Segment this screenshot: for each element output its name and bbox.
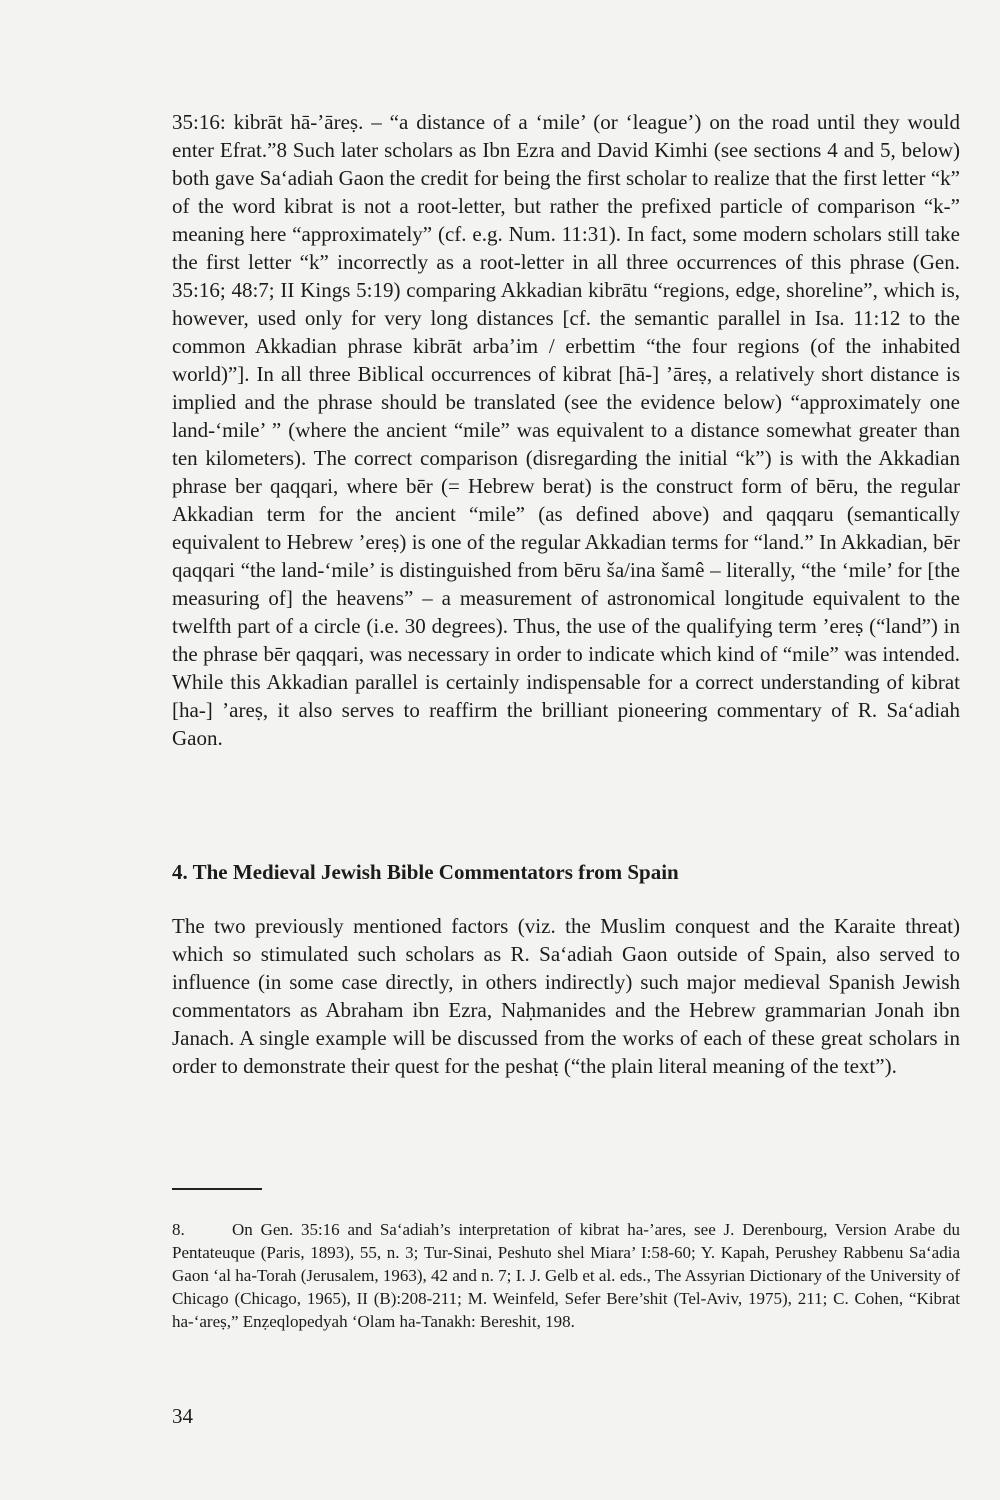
footnote xyxy=(172,1218,960,1333)
section-paragraph: The two previously mentioned factors (viz. the Muslim conquest and the Karaite threat) which so stimulated such scholars as R. Sa‘adiah Gaon outside of Spain, also served to influence (in some case directly, in others indirectly) such major medieval Spanish Jewish commentators as Abraham ibn Ezra, Naḥmanides and the Hebrew grammarian Jonah ibn Janach. A single example will be discussed from the works of each of these great scholars in order to demonstrate their quest for the peshaṭ (“the plain literal meaning of the text”). xyxy=(172,914,960,1078)
section-heading: 4. The Medieval Jewish Bible Commentators from Spain xyxy=(172,860,679,884)
footnote-text: On Gen. 35:16 and Sa‘adiah’s interpretation of kibrat ha-’ares, see J. Derenbourg, Version Arabe du Pentateuque (Paris, 1893), 55, n. 3; Tur-Sinai, Peshuto shel Miara’ I:58-60; Y. Kapah, Perushey Rabbenu Sa‘adia Gaon ‘al ha-Torah (Jerusalem, 1963), 42 and n. 7; I. J. Gelb et al. eds., The Assyrian Dictionary of the University of Chicago (Chicago, 1965), II (B):208-211; M. Weinfeld, Sefer Bere’shit (Tel-Aviv, 1975), 211; C. Cohen, “Kibrat ha-‘areṣ,” Enẓeqlopedyah ‘Olam ha-Tanakh: Bereshit, 198. xyxy=(172,1220,960,1331)
footnote-separator xyxy=(172,1188,262,1190)
page-number: 34 xyxy=(172,1404,193,1428)
footnote-number: 8. xyxy=(172,1220,185,1239)
body-paragraph xyxy=(172,108,960,752)
paragraph-text: 35:16: kibrāt hā-ʼāreṣ. – “a distance of a ‘mile’ (or ‘league’) on the road until they would enter Efrat.”8 Such later scholars as Ibn Ezra and David Kimhi (see sections 4 and 5, below) both gave Sa‘adiah Gaon the credit for being the first scholar to realize that the first letter “k” of the word kibrat is not a root-letter, but rather the prefixed particle of comparison “k-” meaning here “approximately” (cf. e.g. Num. 11:31). In fact, some modern scholars still take the first letter “k” incorrectly as a root-letter in all three occurrences of this phrase (Gen. 35:16; 48:7; II Kings 5:19) comparing Akkadian kibrātu “regions, edge, shoreline”, which is, however, used only for very long distances [cf. the semantic parallel in Isa. 11:12 to the common Akkadian phrase kibrāt arba’im / erbettim “the four regions (of the inhabited world)”]. In all three Biblical occurrences of kibrat [hā-] ʼāreṣ, a relatively short distance is implied and the phrase should be translated (see the evidence below) “approximately one land-‘mile’ ” (where the ancient “mile” was equivalent to a distance somewhat greater than ten kilometers). The correct comparison (disregarding the initial “k”) is with the Akkadian phrase ber qaqqari, where bēr (= Hebrew berat) is the construct form of bēru, the regular Akkadian term for the ancient “mile” (as defined above) and qaqqaru (semantically equivalent to Hebrew ’ereṣ) is one of the regular Akkadian terms for “land.” In Akkadian, bēr qaqqari “the land-‘mile’ is distinguished from bēru ša/ina šamê – literally, “the ‘mile’ for [the measuring of] the heavens” – a measurement of astronomical longitude equivalent to the twelfth part of a circle (i.e. 30 degrees). Thus, the use of the qualifying term ’ereṣ (“land”) in the phrase bēr qaqqari, was necessary in order to indicate which kind of “mile” was intended. While this Akkadian parallel is certainly indispensable for a correct understanding of kibrat [ha-] ’areṣ, it also serves to reaffirm the brilliant pioneering commentary of R. Sa‘adiah Gaon. xyxy=(172,110,960,750)
